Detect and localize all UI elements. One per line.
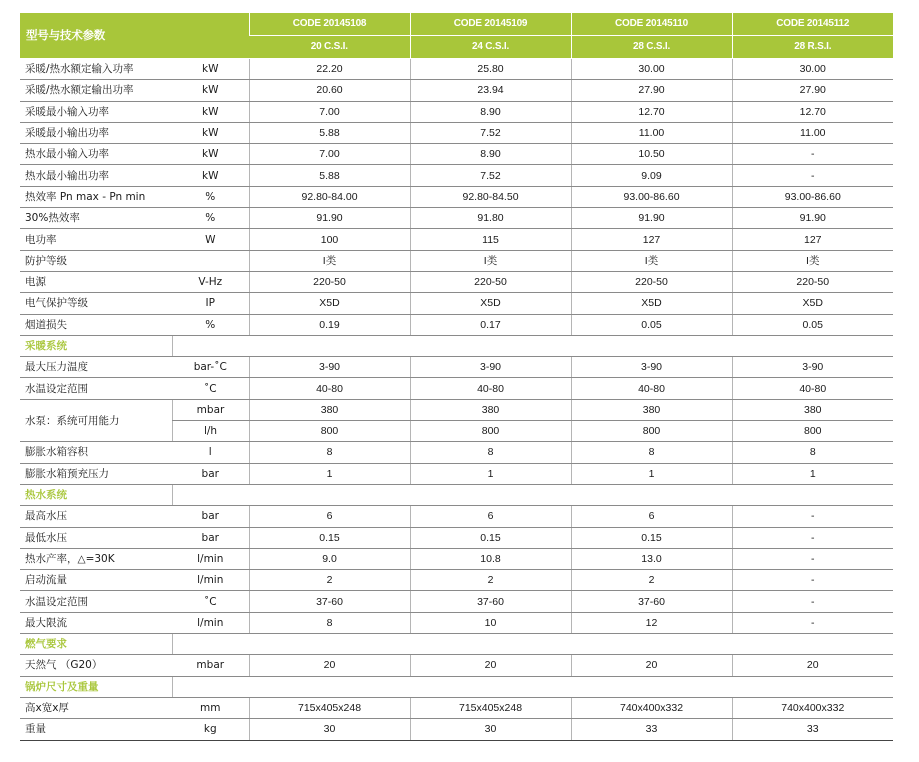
param-value: -: [732, 144, 893, 165]
param-value: 380: [249, 399, 410, 420]
param-unit: l/h: [172, 421, 249, 442]
param-name: 启动流量: [20, 570, 172, 591]
param-name: 水泵：系统可用能力: [20, 399, 172, 442]
param-value: 0.05: [571, 314, 732, 335]
param-value: 12: [571, 612, 732, 633]
param-name: 采暖/热水额定输入功率: [20, 59, 172, 80]
section-row: [20, 335, 893, 356]
param-value: 20: [249, 655, 410, 676]
table-row: [20, 357, 893, 378]
param-value: 1: [571, 463, 732, 484]
param-value: 3-90: [249, 357, 410, 378]
param-unit: bar: [172, 527, 249, 548]
param-value: 380: [732, 399, 893, 420]
param-value: 25.80: [410, 59, 571, 80]
param-unit: l/min: [172, 548, 249, 569]
param-value: 220-50: [249, 271, 410, 292]
param-unit: bar-˚C: [172, 357, 249, 378]
section-title: 锅炉尺寸及重量: [20, 676, 172, 697]
param-value: 6: [410, 506, 571, 527]
param-value: 13.0: [571, 548, 732, 569]
param-value: -: [732, 570, 893, 591]
section-filler: [172, 676, 893, 697]
table-row: [20, 208, 893, 229]
param-name: 水温设定范围: [20, 378, 172, 399]
param-unit: %: [172, 186, 249, 207]
param-name: 最大压力温度: [20, 357, 172, 378]
param-unit: W: [172, 229, 249, 250]
param-value: 800: [249, 421, 410, 442]
param-value: 1: [249, 463, 410, 484]
param-value: 8: [249, 442, 410, 463]
param-value: 8: [410, 442, 571, 463]
param-value: 30: [249, 719, 410, 740]
param-unit: IP: [172, 293, 249, 314]
param-value: 40-80: [249, 378, 410, 399]
param-value: 11.00: [732, 122, 893, 143]
param-value: 92.80-84.00: [249, 186, 410, 207]
table-body: [20, 59, 893, 741]
param-value: 8.90: [410, 144, 571, 165]
param-value: 40-80: [410, 378, 571, 399]
model-header: 24 C.S.I.: [410, 36, 571, 59]
param-value: 8: [732, 442, 893, 463]
param-value: I类: [249, 250, 410, 271]
param-value: 715x405x248: [410, 697, 571, 718]
param-value: 127: [571, 229, 732, 250]
param-value: 12.70: [732, 101, 893, 122]
param-value: I类: [732, 250, 893, 271]
param-value: 100: [249, 229, 410, 250]
param-name: 采暖最小输出功率: [20, 122, 172, 143]
param-value: 380: [571, 399, 732, 420]
param-value: -: [732, 506, 893, 527]
param-value: 20: [732, 655, 893, 676]
param-value: 7.52: [410, 122, 571, 143]
param-name: 热水最小输入功率: [20, 144, 172, 165]
param-value: X5D: [410, 293, 571, 314]
table-row: [20, 506, 893, 527]
param-value: 91.90: [732, 208, 893, 229]
table-row: [20, 697, 893, 718]
param-value: 30.00: [571, 59, 732, 80]
param-value: 12.70: [571, 101, 732, 122]
param-unit: [172, 250, 249, 271]
param-value: 20.60: [249, 80, 410, 101]
param-value: 7.52: [410, 165, 571, 186]
param-value: 11.00: [571, 122, 732, 143]
param-value: 0.15: [410, 527, 571, 548]
section-filler: [172, 335, 893, 356]
param-value: 380: [410, 399, 571, 420]
param-unit: ˚C: [172, 591, 249, 612]
param-value: I类: [571, 250, 732, 271]
param-value: 0.15: [571, 527, 732, 548]
param-value: 33: [571, 719, 732, 740]
param-name: 防护等级: [20, 250, 172, 271]
param-value: 5.88: [249, 165, 410, 186]
table-row: [20, 144, 893, 165]
param-value: -: [732, 548, 893, 569]
param-value: 8.90: [410, 101, 571, 122]
param-name: 膨胀水箱预充压力: [20, 463, 172, 484]
code-header: CODE 20145109: [410, 13, 571, 36]
param-value: 92.80-84.50: [410, 186, 571, 207]
param-value: 37-60: [410, 591, 571, 612]
code-header: CODE 20145110: [571, 13, 732, 36]
param-name: 天然气 （G20）: [20, 655, 172, 676]
param-unit: bar: [172, 463, 249, 484]
param-unit: ˚C: [172, 378, 249, 399]
table-row: [20, 442, 893, 463]
section-row: [20, 484, 893, 505]
param-value: 715x405x248: [249, 697, 410, 718]
param-value: 220-50: [732, 271, 893, 292]
param-value: 91.90: [571, 208, 732, 229]
param-value: X5D: [249, 293, 410, 314]
table-row: [20, 570, 893, 591]
table-row: [20, 293, 893, 314]
param-value: 1: [410, 463, 571, 484]
table-row: [20, 719, 893, 740]
section-title: 燃气要求: [20, 634, 172, 655]
param-value: 93.00-86.60: [732, 186, 893, 207]
param-name: 重量: [20, 719, 172, 740]
param-value: 3-90: [732, 357, 893, 378]
table-row: [20, 399, 893, 420]
param-value: 37-60: [571, 591, 732, 612]
param-value: 2: [410, 570, 571, 591]
model-header: 28 R.S.I.: [732, 36, 893, 59]
param-value: X5D: [732, 293, 893, 314]
param-value: 0.05: [732, 314, 893, 335]
section-title: 热水系统: [20, 484, 172, 505]
param-name: 采暖/热水额定输出功率: [20, 80, 172, 101]
table-row: [20, 378, 893, 399]
param-unit: l: [172, 442, 249, 463]
param-name: 最低水压: [20, 527, 172, 548]
param-value: X5D: [571, 293, 732, 314]
param-unit: mbar: [172, 655, 249, 676]
table-row: [20, 59, 893, 80]
param-name: 热效率 Pn max - Pn min: [20, 186, 172, 207]
param-name: 采暖最小输入功率: [20, 101, 172, 122]
param-value: 800: [410, 421, 571, 442]
param-value: 33: [732, 719, 893, 740]
param-value: 10.50: [571, 144, 732, 165]
table-header: [20, 13, 893, 59]
param-value: 7.00: [249, 101, 410, 122]
param-value: 10: [410, 612, 571, 633]
param-value: 220-50: [571, 271, 732, 292]
table-title: 型号与技术参数: [20, 13, 249, 59]
param-value: -: [732, 591, 893, 612]
param-value: 2: [249, 570, 410, 591]
param-value: 0.17: [410, 314, 571, 335]
param-value: 23.94: [410, 80, 571, 101]
param-value: 93.00-86.60: [571, 186, 732, 207]
table-row: [20, 101, 893, 122]
table-row: [20, 548, 893, 569]
param-unit: %: [172, 208, 249, 229]
param-value: 40-80: [732, 378, 893, 399]
param-value: 37-60: [249, 591, 410, 612]
table-row: [20, 80, 893, 101]
section-filler: [172, 634, 893, 655]
param-value: 22.20: [249, 59, 410, 80]
param-value: 27.90: [732, 80, 893, 101]
param-value: 3-90: [410, 357, 571, 378]
param-value: 0.19: [249, 314, 410, 335]
param-value: 800: [732, 421, 893, 442]
param-value: 800: [571, 421, 732, 442]
code-header: CODE 20145112: [732, 13, 893, 36]
param-value: 20: [410, 655, 571, 676]
section-row: [20, 676, 893, 697]
param-name: 热水最小输出功率: [20, 165, 172, 186]
param-value: 740x400x332: [732, 697, 893, 718]
table-row: [20, 527, 893, 548]
param-value: -: [732, 612, 893, 633]
param-value: 127: [732, 229, 893, 250]
param-name: 电功率: [20, 229, 172, 250]
param-value: 20: [571, 655, 732, 676]
param-value: 9.09: [571, 165, 732, 186]
param-value: 115: [410, 229, 571, 250]
param-unit: bar: [172, 506, 249, 527]
param-value: 740x400x332: [571, 697, 732, 718]
table-row: [20, 612, 893, 633]
param-value: 220-50: [410, 271, 571, 292]
param-name: 30%热效率: [20, 208, 172, 229]
table-row: [20, 122, 893, 143]
param-value: 3-90: [571, 357, 732, 378]
param-value: 2: [571, 570, 732, 591]
param-name: 电气保护等级: [20, 293, 172, 314]
table-row: [20, 186, 893, 207]
param-unit: kg: [172, 719, 249, 740]
param-value: 9.0: [249, 548, 410, 569]
param-value: -: [732, 527, 893, 548]
table-row: [20, 271, 893, 292]
param-value: 7.00: [249, 144, 410, 165]
param-unit: kW: [172, 101, 249, 122]
model-header: 28 C.S.I.: [571, 36, 732, 59]
param-value: 6: [249, 506, 410, 527]
section-filler: [172, 484, 893, 505]
param-value: 6: [571, 506, 732, 527]
table-row: [20, 463, 893, 484]
code-header: CODE 20145108: [249, 13, 410, 36]
table-row: [20, 250, 893, 271]
param-value: 91.90: [249, 208, 410, 229]
table-row: [20, 655, 893, 676]
param-value: 40-80: [571, 378, 732, 399]
param-unit: l/min: [172, 570, 249, 591]
section-title: 采暖系统: [20, 335, 172, 356]
param-name: 高x宽x厚: [20, 697, 172, 718]
param-value: 30.00: [732, 59, 893, 80]
param-unit: l/min: [172, 612, 249, 633]
param-value: 8: [249, 612, 410, 633]
param-name: 最大限流: [20, 612, 172, 633]
table-row: [20, 591, 893, 612]
param-unit: mm: [172, 697, 249, 718]
param-name: 水温设定范围: [20, 591, 172, 612]
param-value: 5.88: [249, 122, 410, 143]
param-name: 电源: [20, 271, 172, 292]
table-row: [20, 314, 893, 335]
param-unit: %: [172, 314, 249, 335]
param-unit: kW: [172, 80, 249, 101]
param-value: 8: [571, 442, 732, 463]
table-row: [20, 229, 893, 250]
param-unit: mbar: [172, 399, 249, 420]
param-name: 烟道损失: [20, 314, 172, 335]
param-value: 10.8: [410, 548, 571, 569]
param-value: -: [732, 165, 893, 186]
param-value: 0.15: [249, 527, 410, 548]
param-unit: kW: [172, 144, 249, 165]
param-name: 膨胀水箱容积: [20, 442, 172, 463]
param-unit: V-Hz: [172, 271, 249, 292]
param-unit: kW: [172, 165, 249, 186]
param-name: 热水产率，△=30K: [20, 548, 172, 569]
param-unit: kW: [172, 122, 249, 143]
param-value: 91.80: [410, 208, 571, 229]
param-name: 最高水压: [20, 506, 172, 527]
section-row: [20, 634, 893, 655]
param-unit: kW: [172, 59, 249, 80]
table-row: [20, 165, 893, 186]
param-value: I类: [410, 250, 571, 271]
model-header: 20 C.S.I.: [249, 36, 410, 59]
param-value: 1: [732, 463, 893, 484]
param-value: 30: [410, 719, 571, 740]
param-value: 27.90: [571, 80, 732, 101]
header-row-codes: [20, 13, 893, 36]
spec-table: [20, 13, 893, 741]
